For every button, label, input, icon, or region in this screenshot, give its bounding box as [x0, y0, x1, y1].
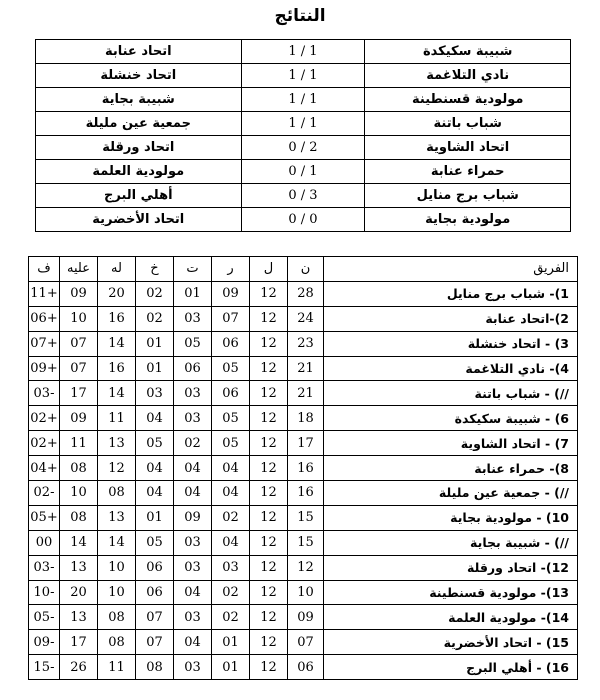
draws: 04: [174, 580, 212, 605]
lost: 01: [136, 356, 174, 381]
played: 12: [250, 605, 288, 630]
result-home-team: مولودية قسنطينة: [365, 88, 571, 112]
result-home-team: شبيبة سكيكدة: [365, 40, 571, 64]
points: 24: [288, 306, 324, 331]
standings-header-row: [29, 257, 578, 282]
draws: 03: [174, 530, 212, 555]
standings-row: [29, 481, 578, 506]
goal-diff: 02+: [29, 431, 60, 456]
goals-for: 16: [98, 306, 136, 331]
lost: 06: [136, 580, 174, 605]
goal-diff: 05+: [29, 505, 60, 530]
goals-for: 10: [98, 555, 136, 580]
played: 12: [250, 431, 288, 456]
played: 12: [250, 630, 288, 655]
team-name: 4)- نادي التلاغمة: [324, 356, 578, 381]
goals-against: 14: [60, 530, 98, 555]
standings-row: [29, 331, 578, 356]
result-score: 0 / 1: [241, 160, 365, 184]
standings-row: [29, 281, 578, 306]
goal-diff: 05-: [29, 605, 60, 630]
team-name: 13)- مولودية قسنطينة: [324, 580, 578, 605]
team-name: 14)- مولودية العلمة: [324, 605, 578, 630]
goals-for: 11: [98, 406, 136, 431]
standings-row: [29, 356, 578, 381]
result-score: 0 / 2: [241, 136, 365, 160]
team-name: 15) - اتحاد الأخضرية: [324, 630, 578, 655]
goal-diff: 02-: [29, 481, 60, 506]
lost: 07: [136, 605, 174, 630]
goals-against: 13: [60, 555, 98, 580]
team-name: 16) - أهلي البرج: [324, 655, 578, 680]
standings-row: [29, 306, 578, 331]
goals-against: 10: [60, 481, 98, 506]
goal-diff: 15-: [29, 655, 60, 680]
page-title: النتائج: [274, 6, 326, 26]
header-lost: خ: [136, 257, 174, 282]
goals-against: 11: [60, 431, 98, 456]
draws: 03: [174, 306, 212, 331]
played: 12: [250, 481, 288, 506]
standings-row: [29, 456, 578, 481]
goal-diff: 04+: [29, 456, 60, 481]
standings-row: [29, 655, 578, 680]
standings-row: [29, 381, 578, 406]
points: 07: [288, 630, 324, 655]
goal-diff: 07+: [29, 331, 60, 356]
goals-for: 08: [98, 630, 136, 655]
lost: 02: [136, 306, 174, 331]
points: 06: [288, 655, 324, 680]
goal-diff: 03-: [29, 381, 60, 406]
points: 28: [288, 281, 324, 306]
won: 05: [212, 431, 250, 456]
won: 09: [212, 281, 250, 306]
standings-row: [29, 406, 578, 431]
result-away-team: اتحاد خنشلة: [36, 64, 242, 88]
lost: 06: [136, 555, 174, 580]
points: 18: [288, 406, 324, 431]
goals-against: 17: [60, 630, 98, 655]
goals-against: 13: [60, 605, 98, 630]
result-row: [36, 184, 571, 208]
points: 16: [288, 456, 324, 481]
lost: 05: [136, 431, 174, 456]
goals-against: 08: [60, 456, 98, 481]
points: 10: [288, 580, 324, 605]
points: 09: [288, 605, 324, 630]
draws: 04: [174, 481, 212, 506]
results-table: [35, 39, 571, 232]
won: 06: [212, 331, 250, 356]
lost: 01: [136, 331, 174, 356]
points: 21: [288, 381, 324, 406]
draws: 04: [174, 456, 212, 481]
team-name: 6) - شبيبة سكيكدة: [324, 406, 578, 431]
points: 16: [288, 481, 324, 506]
goal-diff: 11+: [29, 281, 60, 306]
goal-diff: 02+: [29, 406, 60, 431]
draws: 03: [174, 555, 212, 580]
draws: 06: [174, 356, 212, 381]
lost: 05: [136, 530, 174, 555]
team-name: 7) - اتحاد الشاوية: [324, 431, 578, 456]
team-name: 1)- شباب برج منايل: [324, 281, 578, 306]
result-away-team: جمعية عين مليلة: [36, 112, 242, 136]
won: 04: [212, 456, 250, 481]
won: 02: [212, 580, 250, 605]
draws: 05: [174, 331, 212, 356]
played: 12: [250, 406, 288, 431]
result-away-team: شبيبة بجاية: [36, 88, 242, 112]
played: 12: [250, 555, 288, 580]
lost: 04: [136, 481, 174, 506]
result-row: [36, 136, 571, 160]
result-score: 1 / 1: [241, 112, 365, 136]
played: 12: [250, 505, 288, 530]
lost: 01: [136, 505, 174, 530]
result-home-team: اتحاد الشاوية: [365, 136, 571, 160]
goal-diff: 09+: [29, 356, 60, 381]
goals-against: 09: [60, 281, 98, 306]
header-played: ل: [250, 257, 288, 282]
header-draw: ت: [174, 257, 212, 282]
goals-for: 08: [98, 481, 136, 506]
goals-for: 20: [98, 281, 136, 306]
draws: 03: [174, 381, 212, 406]
draws: 03: [174, 605, 212, 630]
draws: 09: [174, 505, 212, 530]
goal-diff: 03-: [29, 555, 60, 580]
points: 15: [288, 530, 324, 555]
won: 01: [212, 655, 250, 680]
team-name: //) - جمعية عين مليلة: [324, 481, 578, 506]
header-team: الفريق: [324, 257, 578, 282]
header-diff: ف: [29, 257, 60, 282]
lost: 03: [136, 381, 174, 406]
played: 12: [250, 306, 288, 331]
team-name: 3) - اتحاد خنشلة: [324, 331, 578, 356]
standings-row: [29, 555, 578, 580]
result-home-team: مولودية بجاية: [365, 208, 571, 232]
result-away-team: مولودية العلمة: [36, 160, 242, 184]
played: 12: [250, 381, 288, 406]
team-name: //) - شباب باتنة: [324, 381, 578, 406]
team-name: 10) - مولودية بجاية: [324, 505, 578, 530]
points: 15: [288, 505, 324, 530]
goals-for: 10: [98, 580, 136, 605]
played: 12: [250, 356, 288, 381]
goals-for: 13: [98, 505, 136, 530]
won: 02: [212, 505, 250, 530]
header-points: ن: [288, 257, 324, 282]
draws: 04: [174, 630, 212, 655]
team-name: //) - شبيبة بجاية: [324, 530, 578, 555]
goal-diff: 06+: [29, 306, 60, 331]
lost: 04: [136, 406, 174, 431]
lost: 07: [136, 630, 174, 655]
result-score: 1 / 1: [241, 88, 365, 112]
result-score: 1 / 1: [241, 40, 365, 64]
won: 01: [212, 630, 250, 655]
points: 17: [288, 431, 324, 456]
goals-against: 07: [60, 331, 98, 356]
played: 12: [250, 331, 288, 356]
draws: 01: [174, 281, 212, 306]
standings-row: [29, 431, 578, 456]
standings-row: [29, 630, 578, 655]
result-row: [36, 40, 571, 64]
result-home-team: نادي التلاغمة: [365, 64, 571, 88]
won: 05: [212, 406, 250, 431]
goal-diff: 00: [29, 530, 60, 555]
goals-for: 11: [98, 655, 136, 680]
standings-row: [29, 580, 578, 605]
won: 06: [212, 381, 250, 406]
won: 04: [212, 530, 250, 555]
goals-for: 13: [98, 431, 136, 456]
team-name: 2)-اتحاد عنابة: [324, 306, 578, 331]
header-against: عليه: [60, 257, 98, 282]
goals-against: 08: [60, 505, 98, 530]
goals-for: 14: [98, 530, 136, 555]
played: 12: [250, 580, 288, 605]
result-row: [36, 88, 571, 112]
lost: 02: [136, 281, 174, 306]
header-won: ر: [212, 257, 250, 282]
goals-for: 12: [98, 456, 136, 481]
result-home-team: شباب برج منايل: [365, 184, 571, 208]
result-row: [36, 208, 571, 232]
draws: 03: [174, 655, 212, 680]
goals-against: 26: [60, 655, 98, 680]
goals-for: 14: [98, 381, 136, 406]
header-for: له: [98, 257, 136, 282]
result-row: [36, 64, 571, 88]
lost: 04: [136, 456, 174, 481]
won: 07: [212, 306, 250, 331]
goal-diff: 10-: [29, 580, 60, 605]
played: 12: [250, 281, 288, 306]
won: 02: [212, 605, 250, 630]
points: 23: [288, 331, 324, 356]
played: 12: [250, 456, 288, 481]
lost: 08: [136, 655, 174, 680]
result-home-team: حمراء عنابة: [365, 160, 571, 184]
played: 12: [250, 530, 288, 555]
draws: 02: [174, 431, 212, 456]
result-score: 1 / 1: [241, 64, 365, 88]
goals-against: 20: [60, 580, 98, 605]
goals-for: 16: [98, 356, 136, 381]
standings-row: [29, 530, 578, 555]
result-away-team: اتحاد الأخضرية: [36, 208, 242, 232]
won: 03: [212, 555, 250, 580]
goals-against: 09: [60, 406, 98, 431]
result-row: [36, 112, 571, 136]
team-name: 8)- حمراء عنابة: [324, 456, 578, 481]
result-home-team: شباب باتنة: [365, 112, 571, 136]
goals-against: 17: [60, 381, 98, 406]
standings-row: [29, 605, 578, 630]
result-away-team: اتحاد عنابة: [36, 40, 242, 64]
result-score: 0 / 0: [241, 208, 365, 232]
result-away-team: اتحاد ورقلة: [36, 136, 242, 160]
draws: 03: [174, 406, 212, 431]
played: 12: [250, 655, 288, 680]
goal-diff: 09-: [29, 630, 60, 655]
won: 05: [212, 356, 250, 381]
goals-against: 07: [60, 356, 98, 381]
goals-for: 08: [98, 605, 136, 630]
standings-table: [28, 256, 578, 680]
team-name: 12)- اتحاد ورقلة: [324, 555, 578, 580]
result-row: [36, 160, 571, 184]
result-away-team: أهلي البرج: [36, 184, 242, 208]
standings-row: [29, 505, 578, 530]
goals-against: 10: [60, 306, 98, 331]
points: 21: [288, 356, 324, 381]
points: 12: [288, 555, 324, 580]
won: 04: [212, 481, 250, 506]
goals-for: 14: [98, 331, 136, 356]
result-score: 0 / 3: [241, 184, 365, 208]
